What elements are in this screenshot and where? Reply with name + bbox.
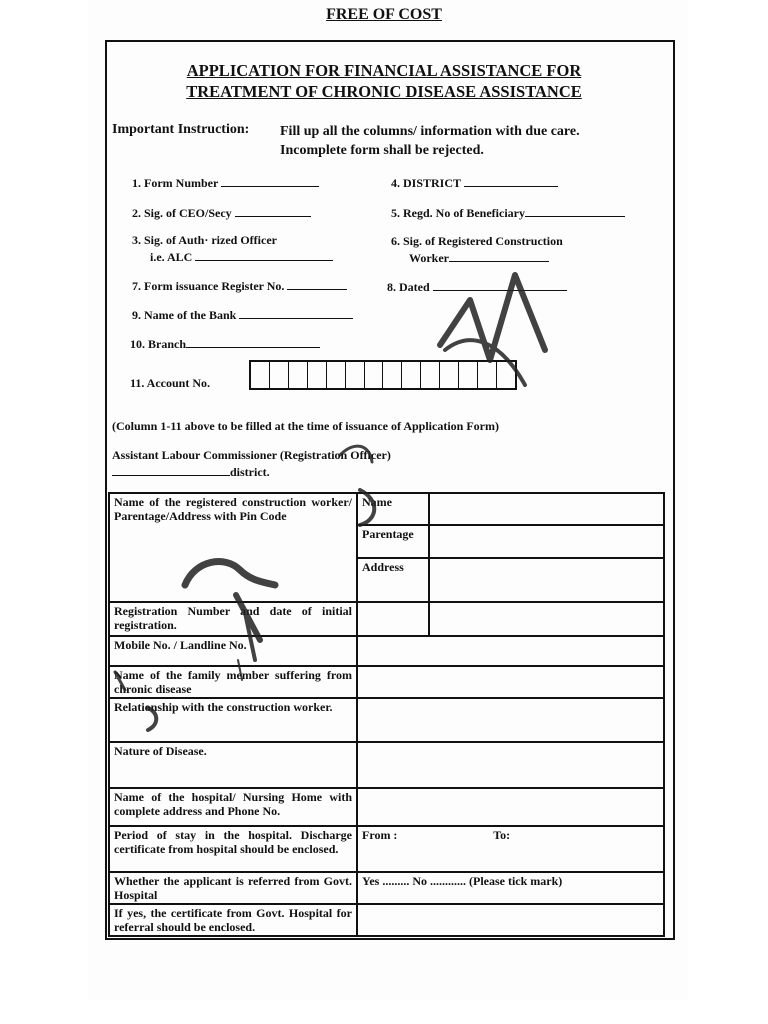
account-digit-box[interactable]: [327, 362, 346, 388]
mobile-label: Mobile No. / Landline No.: [109, 636, 357, 666]
hospital-stay-label: Period of stay in the hospital. Discharge certificate from hospital should be enclosed.: [109, 826, 357, 872]
field-district: [391, 174, 558, 191]
instruction-line-2: Incomplete form shall be rejected.: [280, 143, 484, 158]
form-title-line-1: APPLICATION FOR FINANCIAL ASSISTANCE FOR: [186, 61, 582, 80]
account-digit-box[interactable]: [289, 362, 308, 388]
district-name-blank[interactable]: [112, 463, 230, 476]
field-authorized-officer-label: 3. Sig. of Auth· rized Officer: [132, 233, 277, 247]
alc-signature-blank[interactable]: [195, 248, 333, 261]
field-branch: [130, 335, 320, 352]
registration-number-cell[interactable]: [357, 602, 429, 636]
dated-blank[interactable]: [433, 278, 567, 291]
field-dated: [387, 278, 567, 295]
field-worker-signature: [391, 234, 563, 266]
field-district-label: 4. DISTRICT: [391, 176, 461, 190]
form-number-blank[interactable]: [221, 174, 319, 187]
bank-name-blank[interactable]: [239, 306, 353, 319]
account-digit-box[interactable]: [383, 362, 402, 388]
account-digit-box[interactable]: [365, 362, 384, 388]
instruction-label: Important Instruction:: [112, 122, 250, 137]
field-regd-no: [391, 204, 625, 221]
to-label: To:: [493, 828, 511, 842]
family-member-value-cell[interactable]: [357, 666, 664, 698]
field-worker-label: Worker: [409, 251, 449, 265]
hospital-stay-cell[interactable]: [357, 826, 664, 872]
officer-title: Assistant Labour Commissioner (Registration Officer): [112, 448, 391, 462]
relationship-label: Relationship with the construction worker.: [109, 698, 357, 742]
disease-label: Nature of Disease.: [109, 742, 357, 788]
field-ceo-signature-label: 2. Sig. of CEO/Secy: [132, 206, 232, 220]
regd-no-blank[interactable]: [525, 204, 625, 217]
account-digit-box[interactable]: [346, 362, 365, 388]
parentage-label: Parentage: [357, 525, 429, 558]
field-form-number-label: 1. Form Number: [132, 176, 219, 190]
field-alc-label: i.e. ALC: [150, 250, 193, 264]
account-digit-box[interactable]: [497, 362, 515, 388]
worker-details-label: Name of the registered construction worker/ Parentage/Address with Pin Code: [109, 493, 357, 602]
field-authorized-officer: [132, 233, 333, 265]
officer-block: [112, 447, 391, 480]
relationship-value-cell[interactable]: [357, 698, 664, 742]
field-register-no: [132, 277, 347, 294]
columns-note: (Column 1-11 above to be filled at the time of issuance of Application Form): [112, 419, 499, 433]
field-dated-label: 8. Dated: [387, 280, 430, 294]
field-register-no-label: 7. Form issuance Register No.: [132, 279, 285, 293]
field-ceo-signature: [132, 204, 311, 221]
branch-blank[interactable]: [186, 335, 320, 348]
district-blank[interactable]: [464, 174, 558, 187]
account-number-boxes[interactable]: [249, 360, 517, 390]
referred-label: Whether the applicant is referred from Govt. Hospital: [109, 872, 357, 904]
certificate-value-cell[interactable]: [357, 904, 664, 936]
account-digit-box[interactable]: [421, 362, 440, 388]
account-digit-box[interactable]: [402, 362, 421, 388]
address-label: Address: [357, 558, 429, 602]
account-digit-box[interactable]: [459, 362, 478, 388]
account-digit-box[interactable]: [440, 362, 459, 388]
account-digit-box[interactable]: [478, 362, 497, 388]
account-digit-box[interactable]: [270, 362, 289, 388]
free-of-cost-heading: FREE OF COST: [326, 6, 442, 23]
details-table: [108, 492, 665, 937]
worker-signature-blank[interactable]: [449, 249, 549, 262]
account-digit-box[interactable]: [308, 362, 327, 388]
field-regd-no-label: 5. Regd. No of Beneficiary: [391, 206, 525, 220]
yes-no-cell[interactable]: Yes ......... No ............ (Please tick mark): [357, 872, 664, 904]
family-member-label: Name of the family member suffering from chronic disease: [109, 666, 357, 698]
field-branch-label: 10. Branch: [130, 337, 187, 351]
disease-value-cell[interactable]: [357, 742, 664, 788]
certificate-label: If yes, the certificate from Govt. Hospital for referral should be enclosed.: [109, 904, 357, 936]
instruction-line-1: Fill up all the columns/ information with due care.: [280, 124, 580, 139]
parentage-value-cell[interactable]: [429, 525, 664, 558]
form-title: [0, 60, 768, 102]
ceo-signature-blank[interactable]: [235, 204, 311, 217]
hospital-value-cell[interactable]: [357, 788, 664, 826]
mobile-value-cell[interactable]: [357, 636, 664, 666]
field-worker-signature-label: 6. Sig. of Registered Construction: [391, 234, 563, 248]
hospital-label: Name of the hospital/ Nursing Home with complete address and Phone No.: [109, 788, 357, 826]
name-label: Name: [357, 493, 429, 525]
field-bank-name-label: 9. Name of the Bank: [132, 308, 237, 322]
account-digit-box[interactable]: [251, 362, 270, 388]
form-title-line-2: TREATMENT OF CHRONIC DISEASE ASSISTANCE: [186, 82, 582, 101]
registration-label: Registration Number and date of initial registration.: [109, 602, 357, 636]
register-no-blank[interactable]: [287, 277, 347, 290]
registration-date-cell[interactable]: [429, 602, 664, 636]
field-account-no-label: 11. Account No.: [130, 376, 211, 390]
field-form-number: [132, 174, 319, 191]
officer-district-label: district.: [230, 465, 270, 479]
address-value-cell[interactable]: [429, 558, 664, 602]
instruction-text: [280, 122, 660, 160]
name-value-cell[interactable]: [429, 493, 664, 525]
from-label: From :: [362, 828, 398, 842]
field-bank-name: [132, 306, 353, 323]
